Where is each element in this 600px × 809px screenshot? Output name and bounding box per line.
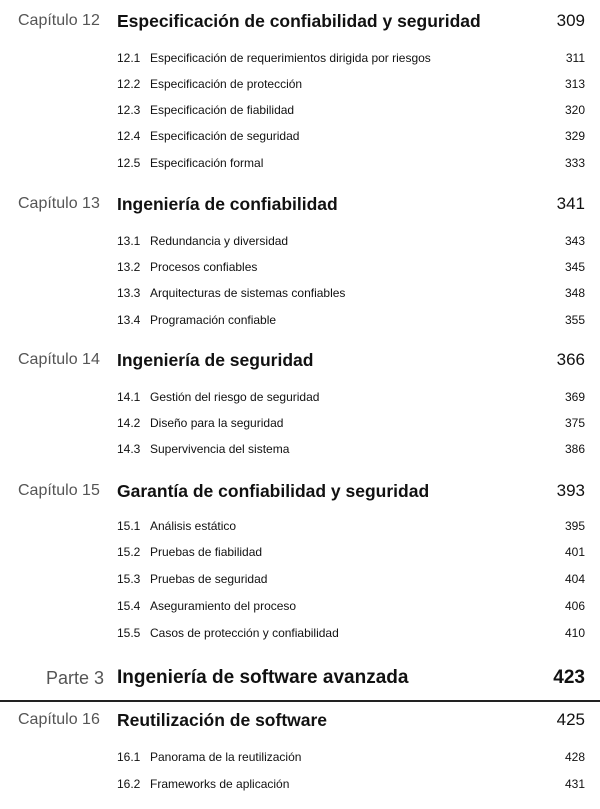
section-entry (0, 519, 600, 535)
section-page-number: 428 (564, 750, 585, 764)
section-page-number: 348 (564, 286, 585, 300)
section-number: 15.2 (117, 545, 141, 559)
section-entry (0, 442, 600, 458)
section-page-number: 343 (564, 234, 585, 248)
section-page-number: 329 (564, 129, 585, 143)
section-entry (0, 750, 600, 766)
section-entry (0, 626, 600, 642)
part-label: Parte 3 (46, 668, 105, 688)
section-title: Panorama de la reutilización (150, 750, 302, 764)
section-title: Especificación de fiabilidad (150, 103, 295, 117)
section-title: Programación confiable (150, 313, 277, 327)
section-entry (0, 777, 600, 793)
section-number: 14.3 (117, 442, 141, 456)
section-entry (0, 313, 600, 329)
section-page-number: 375 (564, 416, 585, 430)
section-number: 12.4 (117, 129, 141, 143)
section-page-number: 345 (564, 260, 585, 274)
section-page-number: 369 (564, 390, 585, 404)
section-number: 15.3 (117, 572, 141, 586)
section-entry (0, 156, 600, 172)
chapter-label: Capítulo 14 (18, 351, 100, 368)
chapter-heading (0, 482, 600, 508)
section-entry (0, 416, 600, 432)
chapter-label: Capítulo 12 (18, 12, 100, 29)
section-title: Aseguramiento del proceso (150, 599, 297, 613)
section-page-number: 406 (564, 599, 585, 613)
section-title: Pruebas de seguridad (150, 572, 268, 586)
section-entry (0, 234, 600, 250)
section-title: Frameworks de aplicación (150, 777, 290, 791)
chapter-page-number: 366 (556, 350, 585, 369)
chapter-title: Ingeniería de seguridad (117, 350, 314, 370)
chapter-title: Ingeniería de confiabilidad (117, 194, 338, 214)
part-divider (0, 700, 600, 702)
section-page-number: 355 (564, 313, 585, 327)
section-number: 12.1 (117, 51, 141, 65)
chapter-title: Especificación de confiabilidad y seguridad (117, 11, 481, 31)
chapter-heading (0, 195, 600, 221)
section-page-number: 410 (564, 626, 585, 640)
chapter-page-number: 309 (556, 11, 585, 30)
section-page-number: 320 (564, 103, 585, 117)
section-number: 12.5 (117, 156, 141, 170)
section-page-number: 404 (564, 572, 585, 586)
chapter-heading (0, 711, 600, 737)
section-number: 16.1 (117, 750, 141, 764)
section-page-number: 313 (564, 77, 585, 91)
section-number: 12.2 (117, 77, 141, 91)
chapter-heading (0, 351, 600, 377)
section-title: Especificación de requerimientos dirigida por riesgos (150, 51, 431, 65)
section-entry (0, 545, 600, 561)
section-entry (0, 599, 600, 615)
section-number: 13.4 (117, 313, 141, 327)
section-title: Análisis estático (150, 519, 237, 533)
chapter-title: Garantía de confiabilidad y seguridad (117, 481, 430, 501)
section-title: Redundancia y diversidad (150, 234, 289, 248)
section-entry (0, 129, 600, 145)
chapter-page-number: 341 (556, 194, 585, 213)
section-title: Especificación formal (150, 156, 264, 170)
section-number: 13.2 (117, 260, 141, 274)
section-title: Diseño para la seguridad (150, 416, 284, 430)
section-number: 16.2 (117, 777, 141, 791)
section-page-number: 311 (565, 51, 585, 65)
section-page-number: 401 (564, 545, 585, 559)
part-title: Ingeniería de software avanzada (117, 667, 409, 688)
section-title: Supervivencia del sistema (150, 442, 290, 456)
section-title: Pruebas de fiabilidad (150, 545, 263, 559)
chapter-heading (0, 12, 600, 38)
section-number: 13.3 (117, 286, 141, 300)
section-title: Procesos confiables (150, 260, 258, 274)
section-page-number: 395 (564, 519, 585, 533)
section-entry (0, 103, 600, 119)
chapter-title: Reutilización de software (117, 710, 328, 730)
chapter-label: Capítulo 16 (18, 711, 100, 728)
chapter-page-number: 425 (556, 710, 585, 729)
section-title: Arquitecturas de sistemas confiables (150, 286, 346, 300)
chapter-page-number: 393 (556, 481, 585, 500)
section-title: Especificación de seguridad (150, 129, 300, 143)
section-number: 15.4 (117, 599, 141, 613)
section-page-number: 333 (564, 156, 585, 170)
section-number: 12.3 (117, 103, 141, 117)
section-title: Gestión del riesgo de seguridad (150, 390, 320, 404)
section-number: 15.1 (117, 519, 141, 533)
section-page-number: 431 (564, 777, 585, 791)
chapter-label: Capítulo 13 (18, 195, 100, 212)
section-entry (0, 286, 600, 302)
section-entry (0, 572, 600, 588)
section-number: 14.2 (117, 416, 141, 430)
section-title: Especificación de protección (150, 77, 303, 91)
section-entry (0, 77, 600, 93)
section-number: 14.1 (117, 390, 141, 404)
part-page-number: 423 (553, 667, 585, 688)
section-number: 13.1 (117, 234, 141, 248)
section-entry (0, 390, 600, 406)
section-entry (0, 51, 600, 67)
section-entry (0, 260, 600, 276)
section-number: 15.5 (117, 626, 141, 640)
section-title: Casos de protección y confiabilidad (150, 626, 339, 640)
section-page-number: 386 (564, 442, 585, 456)
chapter-label: Capítulo 15 (18, 482, 100, 499)
